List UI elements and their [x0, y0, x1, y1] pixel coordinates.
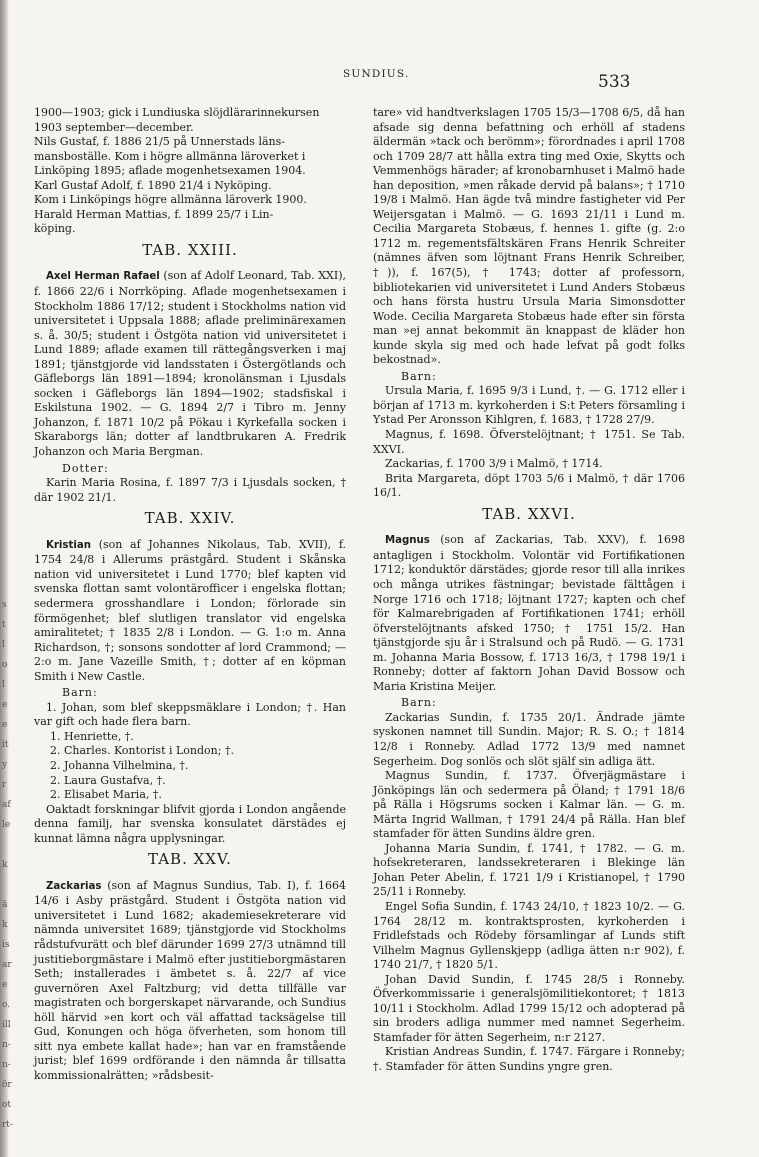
list-item: 2. Elisabet Maria, †. — [50, 788, 162, 802]
list-item: Zackarias Sundin, f. 1735 20/1. Ändrade jämte syskonen namnet till Sundin. Major; R. S. O.; † 1814 12/8 i Ronneby. Adlad 1772 13/9 med namnet Segerheim. Dog sonlös och slöt själf sin adliga ätt. — [373, 710, 685, 768]
list-item: 2. Laura Gustafva, †. — [50, 773, 166, 787]
tab24-child: 1. Johan, som blef skeppsmäklare i London; †. Han var gift och hade flera barn. — [34, 700, 346, 729]
list-item: Magnus, f. 1698. Öfverstelöjtnant; † 1751. Se Tab. XXVI. — [373, 428, 685, 456]
margin-fragment: l — [2, 680, 5, 690]
margin-fragment: k — [2, 920, 8, 930]
list-item: Linköping 1895; aflade mogenhetsexamen 1904. — [34, 164, 306, 178]
tab24-grandchildren — [34, 730, 346, 803]
margin-fragment: af — [2, 800, 11, 810]
list-item: 2. Johanna Vilhelmina, †. — [50, 758, 189, 772]
list-item: mansboställe. Kom i högre allmänna läroverket i — [34, 149, 306, 163]
tab25-text: (son af Magnus Sundius, Tab. I), f. 1664 14/6 i Asby prästgård. Student i Östgöta nation vid universitetet i Lund 1682; akademiesekreterare vid nämnda universitet 1689; tjänstgjorde vid Stockholms rådstufvurätt och blef därunder 1699 27/3 utnämnd till justitieborgmästare i Malmö efter justitieborgmästaren Seth; installerades i ämbetet s. å. 22/7 af vice guvernören Axel Faltzburg; vid detta tillfälle var magistraten och borgerskapet närvarande, och Sundius höll härvid »en kort och väl affattad tacksägelse till Gud, Konungen och höga öfverheten, som honom till sitt nya embete kallat hade»; han var en framstående jurist; blef 1699 ordförande i den nämnda år tillsatta kommissionalrätten; »rådsbesit- — [34, 878, 346, 1082]
tab24-subheading: Barn: — [62, 686, 98, 700]
list-item: Brita Margareta, döpt 1703 5/6 i Malmö, † där 1706 16/1. — [373, 471, 685, 500]
list-item: Johan David Sundin, f. 1745 28/5 i Ronneby. Öfverkommissarie i generalsjömilitiekontoret; † 1813 10/11 i Stockholm. Adlad 1799 15/12 och adopterad på sin broders adliga nummer med namnet Segerheim. Stamfader för ätten Segerheim, n:r 2127. — [373, 972, 685, 1044]
tab25-subheading: Barn: — [401, 369, 437, 383]
tab24-text: (son af Johannes Nikolaus, Tab. XVII), f. 1754 24/8 i Allerums prästgård. Student i Skånska nation vid universitetet i Lund 1770; blef kapten vid svenska flottan samt volontärofficer i engelska flottan; sedermera grosshandlare i London; förlorade sin förmögenhet; blef slutligen translator vid engelska amiralitetet; † 1835 2/8 i London. — G. 1:o m. Anna Richardson, †; sonsons sondotter af lord Crammond; — 2:o m. Jane Vazeille Smith, †; dotter af en köpman Smith i New Castle. — [34, 537, 346, 683]
tab24-entry — [34, 538, 346, 684]
margin-fragment: e — [2, 980, 8, 990]
margin-fragment: r — [2, 780, 7, 790]
list-item: Kristian Andreas Sundin, f. 1747. Färgare i Ronneby; †. Stamfader för ätten Sundins yngre gren. — [373, 1045, 685, 1073]
running-head: SUNDIUS. — [343, 68, 410, 80]
margin-fragment: le — [2, 820, 11, 830]
margin-fragment: e — [2, 700, 8, 710]
list-item: Harald Herman Mattias, f. 1899 25/7 i Lin- — [34, 207, 274, 221]
list-item: 1900—1903; gick i Lundiuska slöjdlärarinnekursen — [34, 106, 320, 119]
margin-fragment: l — [2, 640, 5, 650]
margin-fragment: s — [2, 600, 7, 610]
margin-fragment: ar — [2, 960, 12, 970]
tab25-heading: TAB. XXV. — [148, 850, 232, 869]
left-column — [34, 106, 346, 1083]
margin-fragment: it — [2, 740, 9, 750]
margin-fragment: y — [2, 760, 8, 770]
margin-fragment: is — [2, 940, 10, 950]
list-item: köping. — [34, 222, 76, 236]
margin-fragment: rt- — [2, 1120, 13, 1130]
tab25-children — [373, 384, 685, 500]
tab25-continuation: tare» vid handtverkslagen 1705 15/3—1708 6/5, då han afsade sig denna befattning och erhöll af stadens äldermän »tack och berömm»; förordnades i april 1708 och 1709 28/7 att hålla extra ting med Oxie, Skytts och Vemmenhögs härader; af kronobarnhuset i Malmö hade han deposition, »men råkade dervid på balans»; † 1710 19/8 i Malmö. Han ägde två mindre fastigheter vid Per Weijersgatan i Malmö. — G. 1693 21/11 i Lund m. Cecilia Margareta Stobæus, f. hennes 1. gifte (g. 2:o 1712 m. regementsfältskären Frans Henrik Schreiter (nämnes äfven som löjtnant Frans Henrik Schreiber, †)), f. 167(5), † 1743; dotter af professorn, bibliotekarien vid universitetet i Lund Anders Stobæus och hans första hustru Ursula Maria Simonsdotter Wode. Cecilia Margareta Stobæus hade efter sin första man »ej annat bekommit än knappast de kläder hon kunde skyla sig med och hade lefvat på godt folks bekostnad». — [373, 106, 685, 367]
list-item: 1. Henriette, †. — [50, 729, 134, 743]
list-item: Magnus Sundin, f. 1737. Öfverjägmästare i Jönköpings län och sedermera på Öland; † 1791 18/6 på Rälla i Högsrums socken i Kalmar län. — G. m. Märta Ingrid Wallman, † 1791 24/4 på Rälla. Han blef stamfader för ätten Sundins äldre gren. — [373, 769, 685, 841]
tab25-entry — [34, 879, 346, 1084]
list-item: Karl Gustaf Adolf, f. 1890 21/4 i Nyköping. — [34, 178, 272, 192]
margin-fragment: e — [2, 720, 8, 730]
page-number: 533 — [598, 72, 631, 92]
tab24-name: Kristian — [46, 539, 91, 551]
list-item: 2. Charles. Kontorist i London; †. — [50, 744, 234, 758]
margin-fragment: n- — [2, 1040, 11, 1050]
margin-fragment: o. — [2, 1000, 11, 1010]
tab23-text: (son af Adolf Leonard, Tab. XXI), f. 1866 22/6 i Norrköping. Aflade mogenhetsexamen i Stockholm 1886 17/12; student i Stockholms nation vid universitetet i Uppsala 1888; aflade preliminärexamen s. å. 30/5; student i Östgöta nation vid universitetet i Lund 1889; aflade examen till rättegångsverken i maj 1891; tjänstgjorde vid landsstaten i Östergötlands och Gäfleborgs län 1891—1894; kronolänsman i Ljusdals socken i Gäfleborgs län 1894—1902; stadsfiskal i Eskilstuna 1902. — G. 1894 2/7 i Tibro m. Jenny Johanzon, f. 1871 10/2 på Pökau i Kyrkefalla socken i Skaraborgs län; dotter af landtbrukaren A. Fredrik Johanzon och Maria Bergman. — [34, 269, 346, 459]
tab22-continuation — [34, 106, 346, 237]
margin-fragment: o — [2, 660, 8, 670]
tab25-name: Zackarias — [46, 880, 102, 892]
tab24-heading: TAB. XXIV. — [144, 509, 236, 528]
margin-fragment: k — [2, 860, 8, 870]
tab23-heading: TAB. XXIII. — [142, 240, 238, 259]
list-item: Johanna Maria Sundin, f. 1741, † 1782. — G. m. hofsekreteraren, landssekreteraren i Blekinge län Johan Peter Abelin, f. 1721 1/9 i Kristianopel, † 1790 25/11 i Ronneby. — [373, 841, 685, 899]
tab26-entry — [373, 533, 685, 694]
margin-fragment: n- — [2, 1060, 11, 1070]
tab26-name: Magnus — [385, 535, 430, 547]
adjacent-page-margin — [0, 0, 20, 1157]
tab26-children — [373, 711, 685, 1075]
list-item: 1903 september—december. — [34, 120, 194, 134]
list-item: Nils Gustaf, f. 1886 21/5 på Unnerstads läns- — [34, 135, 285, 149]
list-item: Ursula Maria, f. 1695 9/3 i Lund, †. — G. 1712 eller i början af 1713 m. kyrkoherden i S:t Peters församling i Ystad Per Aronsson Kihlgren, f. 1683, † 1728 27/9. — [373, 384, 685, 427]
tab24-note: Oaktadt forskningar blifvit gjorda i London angående denna familj, har svenska konsulatet därstädes ej kunnat lämna några upplysningar. — [34, 802, 346, 845]
list-item: Engel Sofia Sundin, f. 1743 24/10, † 1823 10/2. — G. 1764 28/12 m. kontraktsprosten, kyrkoherden i Fridlefstads och Rödeby församlingar af Lunds stift Vilhelm Magnus Gyllenskjepp (adliga ätten n:r 902), f. 1740 21/7, † 1820 5/1. — [373, 899, 685, 972]
tab23-child: Karin Maria Rosina, f. 1897 7/3 i Ljusdals socken, † där 1902 21/1. — [34, 476, 346, 504]
list-item: Zackarias, f. 1700 3/9 i Malmö, † 1714. — [385, 457, 603, 471]
tab26-text: (son af Zackarias, Tab. XXV), f. 1698 antagligen i Stockholm. Volontär vid Fortifikationen 1712; konduktör därstädes; gjorde resor till alla inrikes och många utrikes fästningar; bevistade fälttågen i Norge 1716 och 1718; löjtnant 1727; kapten och chef för Kalmarebrigaden af Fortifikationen 1741; erhöll öfverstelöjtnants afsked 1750; † 1751 15/2. Han tjänstgjorde sju år i Stralsund och på Rudö. — G. 1731 m. Johanna Maria Bossow, f. 1713 16/3, † 1798 19/1 i Ronneby; dotter af faktorn Johan David Bossow och Maria Kristina Meijer. — [373, 533, 685, 693]
margin-fragment: ör — [2, 1080, 12, 1090]
tab23-entry — [34, 269, 346, 459]
tab26-heading: TAB. XXVI. — [482, 504, 576, 523]
list-item: Kom i Linköpings högre allmänna läroverk 1900. — [34, 193, 307, 207]
margin-fragment: ill — [2, 1020, 11, 1030]
tab23-name: Axel Herman Rafael — [46, 271, 160, 283]
margin-fragment: ot — [2, 1100, 12, 1110]
tab23-subheading: Dotter: — [62, 461, 109, 475]
margin-fragment: ä — [2, 900, 8, 910]
tab26-subheading: Barn: — [401, 696, 437, 710]
margin-fragment: t — [2, 620, 6, 630]
right-column — [373, 106, 685, 1075]
